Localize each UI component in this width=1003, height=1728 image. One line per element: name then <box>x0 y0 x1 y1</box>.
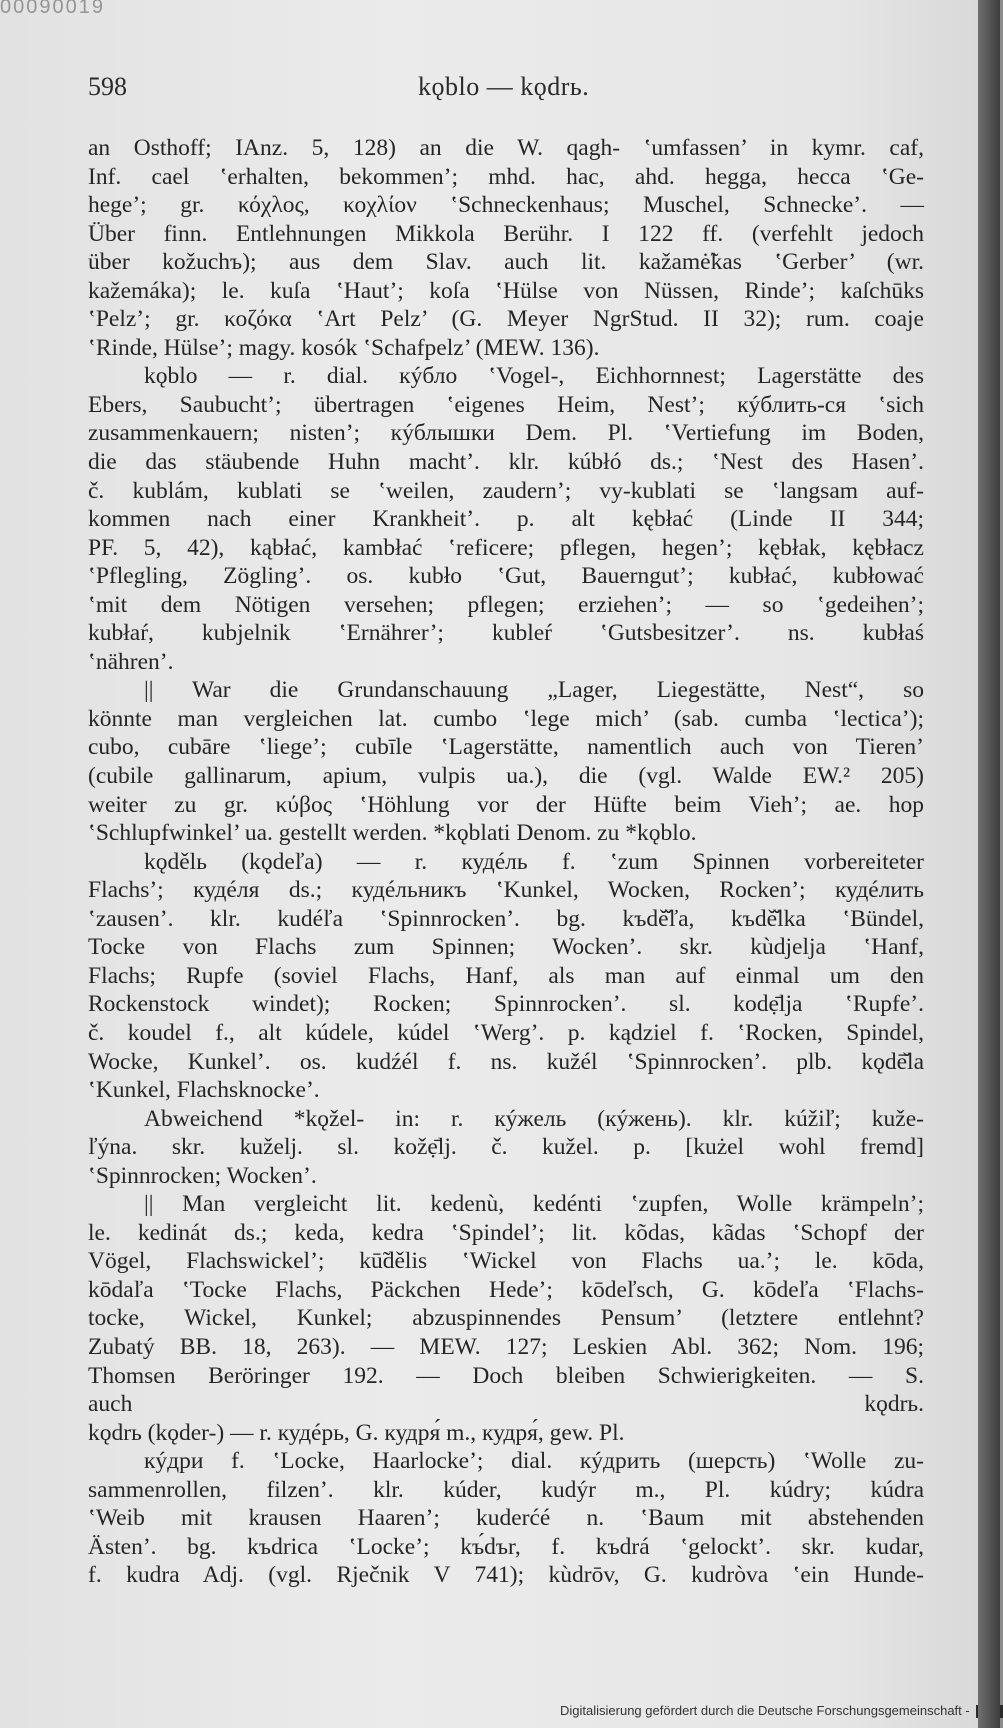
text-line: cubo, cubāre ʽliege’; cubīle ʽLagerstätte, namentlich auch von Tieren’ <box>88 734 924 761</box>
text-line: ʽnähren’. <box>88 648 174 675</box>
text-line: an Osthoff; IAnz. 5, 128) an die W. qagh- ʽumfassen’ in kymr. caf, <box>88 135 924 161</box>
text-line: ʽKunkel, Flachsknocke’. <box>88 1077 320 1104</box>
text-line: Zubatý BB. 18, 263). — MEW. 127; Leskien Abl. 362; Nom. 196; <box>88 1333 924 1360</box>
top-fragment: 00090019 <box>0 0 105 18</box>
text-line: könnte man vergleichen lat. cumbo ʽlege mich’ (sab. cumba ʽlectica’); <box>88 705 924 732</box>
text-line: kǫdrь (kǫder-) — r. кудéрь, G. кудря́ m., кудря́, gew. Pl. <box>88 1419 625 1446</box>
text-line: die das stäubende Huhn macht’. klr. kúbłó ds.; ʽNest des Hasen’. <box>88 449 924 476</box>
text-line: kǫdělь (kǫdeľa) — r. кудéль f. ʽzum Spinnen vorbereiteter <box>144 848 924 875</box>
running-header <box>88 72 918 112</box>
text-line: Vögel, Flachswickel’; kū̃dělis ʽWickel von Flachs ua.’; le. kōda, <box>88 1248 924 1275</box>
text-line: ʽRinde, Hülse’; magy. kosók ʽSchafpelz’ (MEW. 136). <box>88 334 600 361</box>
text-line: ʽPflegling, Zögling’. os. kubło ʽGut, Bauerngut’; kubłać, kubłować <box>88 563 924 590</box>
text-line: ʽWeib mit krausen Haaren’; kuderćé n. ʽBaum mit abstehenden <box>88 1505 924 1532</box>
text-line: Abweichend *kǫžel- in: r. кýжель (кýжень). klr. kúžiľ; kuže- <box>144 1105 924 1132</box>
text-line: Tocke von Flachs zum Spinnen; Wocken’. skr. kùdjelja ʽHanf, <box>88 934 924 961</box>
footer-text: Digitalisierung gefördert durch die Deutsche Forschungsgemeinschaft - <box>560 1703 970 1718</box>
dictionary-text <box>88 134 924 1590</box>
text-line: Rockenstock windet); Rocken; Spinnrocken’. sl. kodẹ̄lja ʽRupfe’. <box>88 991 924 1018</box>
text-line: (cubile gallinarum, apium, vulpis ua.), die (vgl. Walde EW.² 205) <box>88 763 924 790</box>
text-line: || Man vergleicht lit. kedenù, kedénti ʽzupfen, Wolle krämpeln’; <box>144 1191 924 1218</box>
text-line: Wocke, Kunkel’. os. kudźél f. ns. kužél ʽSpinnrocken’. plb. kǫdē̌la <box>88 1048 924 1075</box>
text-line: kǫblo — r. dial. кýбло ʽVogel-, Eichhornnest; Lagerstätte des <box>144 363 924 390</box>
text-line: f. kudra Adj. (vgl. Rječnik V 741); kùdrōv, G. kudròva ʽein Hunde- <box>88 1562 924 1589</box>
text-line: ʽmit dem Nötigen versehen; pflegen; erziehen’; — so ʽgedeihen’; <box>88 591 924 618</box>
text-line: PF. 5, 42), kąbłać, kambłać ʽreficere; pflegen, hegen’; kębłak, kębłacz <box>88 534 924 561</box>
text-line: Über finn. Entlehnungen Mikkola Berühr. I 122 ff. (verfehlt jedoch <box>88 220 924 247</box>
page-number: 598 <box>88 72 127 101</box>
text-line: hege’; gr. κόχλος, κοχλίον ʽSchneckenhaus; Muschel, Schnecke’. — <box>88 192 924 219</box>
text-line: ʽSpinnrocken; Wocken’. <box>88 1162 317 1189</box>
text-line: le. kedinát ds.; keda, kedra ʽSpindel’; lit. kõdas, kãdas ʽSchopf der <box>88 1219 924 1246</box>
text-line: kažemáka); le. kuſa ʽHaut’; koſa ʽHülse von Nüssen, Rinde’; kaſchūks <box>88 277 924 304</box>
text-line: ľýna. skr. kuželj. sl. kožẹ̄lj. č. kužel. p. [kużel wohl fremd] <box>88 1134 924 1161</box>
text-line: auch kǫdrь. <box>88 1391 924 1418</box>
text-line: weiter zu gr. κύβος ʽHöhlung vor der Hüfte beim Vieh’; ae. hop <box>88 791 924 818</box>
digitization-footer <box>560 1703 976 1723</box>
text-line: zusammenkauern; nisten’; кýблышки Dem. Pl. ʽVertiefung im Boden, <box>88 420 924 447</box>
text-line: || War die Grundanschauung „Lager, Liegestätte, Nest“, so <box>144 677 924 704</box>
text-line: ʽzausen’. klr. kudéľa ʽSpinnrocken’. bg. kъdě̌ľa, kъdě̌lka ʽBündel, <box>88 905 924 932</box>
text-line: über kožuchъ); aus dem Slav. auch lit. kažamė̃kas ʽGerber’ (wr. <box>88 249 924 276</box>
text-line: tocke, Wickel, Kunkel; abzuspinnendes Pensum’ (letztere entlehnt? <box>88 1305 924 1332</box>
text-line: kommen nach einer Krankheit’. p. alt kębłać (Linde II 344; <box>88 506 924 533</box>
text-line: č. koudel f., alt kúdele, kúdel ʽWerg’. p. kądziel f. ʽRocken, Spindel, <box>88 1019 924 1046</box>
text-line: Ästen’. bg. kъdrica ʽLocke’; kъ́dъr, f. kъdrá ʽgelockt’. skr. kudar, <box>88 1533 924 1560</box>
text-line: Ebers, Saubucht’; übertragen ʽeigenes Heim, Nest’; кýблить-ся ʽsich <box>88 391 924 418</box>
text-line: Thomsen Beröringer 192. — Doch bleiben Schwierigkeiten. — S. <box>88 1362 924 1389</box>
text-line: kōdaľa ʽTocke Flachs, Päckchen Hede’; kōdeľsch, G. kōdeľa ʽFlachs- <box>88 1276 924 1303</box>
book-gutter <box>978 0 1000 1728</box>
text-line: Inf. cael ʽerhalten, bekommen’; mhd. hac, ahd. hegga, hecca ʽGe- <box>88 163 924 190</box>
text-line: č. kublám, kublati se ʽweilen, zaudern’; vy-kublati se ʽlangsam auf- <box>88 477 924 504</box>
text-line: ʽPelz’; gr. κοζόκα ʽArt Pelz’ (G. Meyer NgrStud. II 32); rum. coaje <box>88 306 924 333</box>
text-line: Flachs; Rupfe (soviel Flachs, Hanf, als man auf einmal um den <box>88 962 924 989</box>
text-line: kubłaŕ, kubjelnik ʽErnährer’; kubleŕ ʽGutsbesitzer’. ns. kubłaś <box>88 620 924 647</box>
text-line: sammenrollen, filzen’. klr. kúder, kudýr m., Pl. kúdry; kúdra <box>88 1476 924 1503</box>
text-line: кýдри f. ʽLocke, Haarlocke’; dial. кýдрить (шерсть) ʽWolle zu- <box>144 1448 924 1475</box>
text-line: ʽSchlupfwinkel’ ua. gestellt werden. *kǫblati Denom. zu *kǫblo. <box>88 820 697 847</box>
text-line: Flachs’; кудéля ds.; кудéльникъ ʽKunkel, Wocken, Rocken’; кудéлить <box>88 877 924 904</box>
running-title: kǫblo — kǫdrь. <box>418 72 590 101</box>
